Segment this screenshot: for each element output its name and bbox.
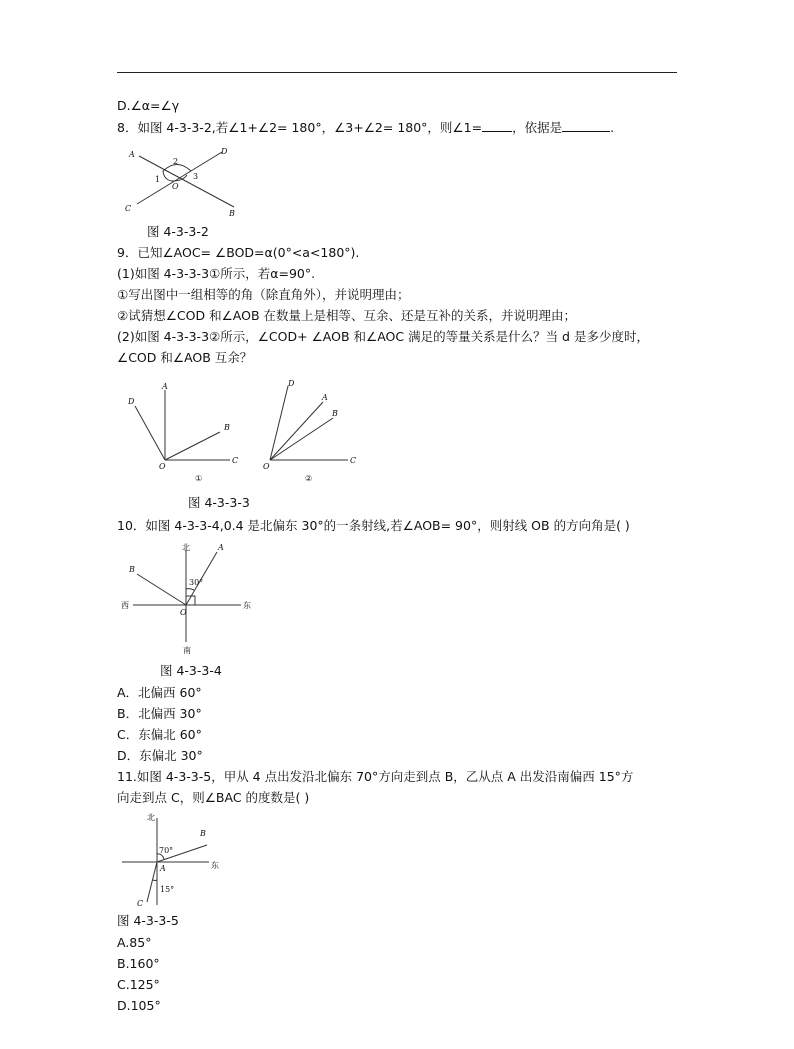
label-west: 西 xyxy=(121,601,129,610)
ray-ob-2 xyxy=(270,418,333,460)
label-north: 北 xyxy=(147,813,155,822)
label-a-1: A xyxy=(162,382,168,391)
label-angle-3: 3 xyxy=(193,172,199,181)
q11-option-c: C.125° xyxy=(117,977,160,992)
label-b: B xyxy=(229,209,235,218)
label-b: B xyxy=(200,829,206,838)
caption-figure-4-3-3-4: 图 4-3-3-4 xyxy=(160,663,222,678)
label-o-2: O xyxy=(263,462,270,471)
label-angle-15: 15° xyxy=(160,885,175,894)
q10-option-c: C．东偏北 60° xyxy=(117,727,202,742)
q11-text: 11.如图 4-3-3-5，甲从 4 点出发沿北偏东 70°方向走到点 B，乙从点 A 出发沿南偏西 15°方 xyxy=(117,769,634,784)
q10-text: 10．如图 4-3-3-4,0.4 是北偏东 30°的一条射线,若∠AOB= 90°，则射线 OB 的方向角是( ) xyxy=(117,518,630,533)
q9-part1b: ②试猜想∠COD 和∠AOB 在数量上是相等、互余、还是互补的关系，并说明理由； xyxy=(117,308,577,323)
label-d-1: D xyxy=(128,397,135,406)
figure-4-3-3-5 xyxy=(117,810,232,910)
q8-text xyxy=(117,119,614,137)
q8-blank-1[interactable] xyxy=(482,119,512,132)
label-b-1: B xyxy=(224,423,230,432)
caption-figure-4-3-3-5: 图 4-3-3-5 xyxy=(117,913,179,928)
caption-figure-4-3-3-3: 图 4-3-3-3 xyxy=(188,495,250,510)
line-cd xyxy=(137,152,222,204)
marker-circle-2: ② xyxy=(305,474,313,483)
label-c-1: C xyxy=(232,456,239,465)
figure-4-3-3-4 xyxy=(117,540,257,660)
label-d-2: D xyxy=(288,379,295,388)
arc-15-degree xyxy=(153,880,157,881)
label-east: 东 xyxy=(243,601,251,610)
q9-part2b: ∠COD 和∠AOB 互余？ xyxy=(117,350,253,365)
label-b: B xyxy=(129,565,135,574)
figure-part-2 xyxy=(263,379,356,483)
header-rule xyxy=(117,72,677,73)
arc-30-degree xyxy=(186,589,194,590)
label-north: 北 xyxy=(182,543,190,552)
q9-text: 9．已知∠AOC= ∠BOD=α(0°<a<180°). xyxy=(117,245,360,260)
label-angle-2: 2 xyxy=(173,157,179,166)
label-b-2: B xyxy=(332,409,338,418)
q9-part1a: ①写出图中一组相等的角（除直角外），并说明理由； xyxy=(117,287,410,302)
label-c-2: C xyxy=(350,456,357,465)
label-south: 南 xyxy=(183,646,191,655)
q10-option-d: D．东偏北 30° xyxy=(117,748,203,763)
q11-text-2: 向走到点 C，则∠BAC 的度数是( ) xyxy=(117,790,310,805)
label-o: O xyxy=(180,608,187,617)
label-o: O xyxy=(172,182,179,191)
line-ab xyxy=(139,156,234,207)
q8-stem: 8．如图 4-3-3-2,若∠1+∠2= 180°，∠3+∠2= 180°，则∠1= xyxy=(117,120,483,135)
q7-option-d: D.∠α=∠γ xyxy=(117,98,180,113)
ray-od-1 xyxy=(135,406,165,460)
label-angle-1: 1 xyxy=(155,175,161,184)
ray-od-2 xyxy=(270,386,288,460)
figure-4-3-3-3 xyxy=(120,378,365,490)
ray-ob-1 xyxy=(165,432,220,460)
q9-part2: (2)如图 4-3-3-3②所示，∠COD+ ∠AOB 和∠AOC 满足的等量关系是什么？当 d 是多少度时， xyxy=(117,329,649,344)
q11-option-d: D.105° xyxy=(117,998,161,1013)
figure-4-3-3-2 xyxy=(117,140,247,220)
ray-ob xyxy=(137,574,186,605)
label-east: 东 xyxy=(211,861,219,870)
caption-figure-4-3-3-2: 图 4-3-3-2 xyxy=(147,224,209,239)
label-angle-70: 70° xyxy=(159,846,174,855)
label-c: C xyxy=(125,204,132,213)
label-a: A xyxy=(129,150,135,159)
q10-option-a: A．北偏西 60° xyxy=(117,685,202,700)
ray-ac xyxy=(147,862,157,902)
q9-part1: (1)如图 4-3-3-3①所示，若α=90°. xyxy=(117,266,316,281)
label-angle-30: 30° xyxy=(189,578,204,587)
ray-oa-2 xyxy=(270,402,323,460)
q8-end: . xyxy=(610,120,615,135)
label-a-2: A xyxy=(322,393,328,402)
q11-option-b: B.160° xyxy=(117,956,160,971)
label-c: C xyxy=(137,899,144,908)
q11-option-a: A.85° xyxy=(117,935,152,950)
label-a: A xyxy=(218,543,224,552)
q8-blank-2[interactable] xyxy=(562,119,610,132)
q10-option-b: B．北偏西 30° xyxy=(117,706,202,721)
marker-circle-1: ① xyxy=(195,474,203,483)
q8-mid: ，依据是 xyxy=(512,120,563,135)
figure-part-1 xyxy=(127,382,238,483)
label-d: D xyxy=(221,147,228,156)
label-o-1: O xyxy=(159,462,166,471)
label-a: A xyxy=(160,864,166,873)
